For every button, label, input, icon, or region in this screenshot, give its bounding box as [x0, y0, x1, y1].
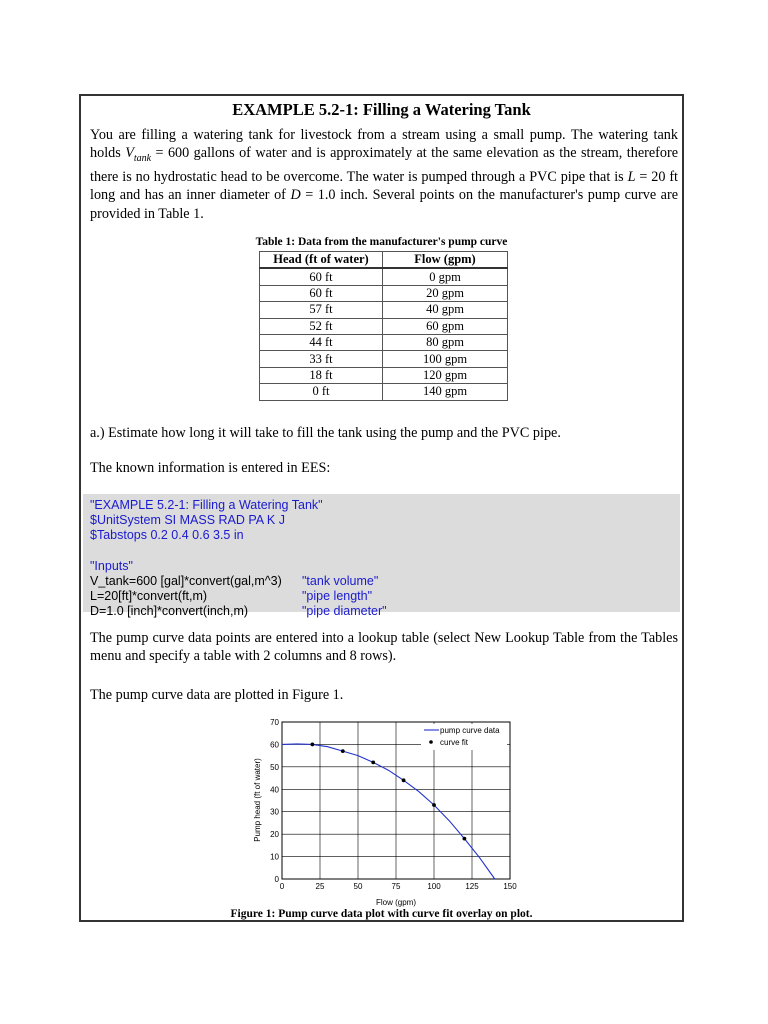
head-cell: 44 ft [260, 334, 383, 350]
head-cell: 33 ft [260, 351, 383, 367]
head-cell: 57 ft [260, 302, 383, 318]
head-cell: 60 ft [260, 285, 383, 301]
diameter-symbol: D [290, 187, 301, 204]
data-point [463, 837, 467, 841]
x-tick-label: 150 [503, 882, 517, 891]
head-cell: 18 ft [260, 367, 383, 383]
question-a: a.) Estimate how long it will take to fill the tank using the pump and the PVC pipe. [90, 425, 561, 441]
head-cell: 0 ft [260, 384, 383, 400]
table-row [260, 384, 508, 400]
x-tick-label: 75 [391, 882, 401, 891]
data-point [311, 743, 315, 747]
x-tick-label: 25 [315, 882, 325, 891]
table-row [260, 334, 508, 350]
x-axis-label: Flow (gpm) [375, 898, 417, 907]
y-tick-label: 0 [274, 875, 279, 884]
code-line-unitsystem: $UnitSystem SI MASS RAD PA K J [90, 513, 285, 527]
ees-code-block [83, 494, 680, 618]
intro-text-3: = 20 ft long and has an inner diameter of [90, 169, 679, 204]
x-tick-label: 0 [279, 882, 285, 891]
flow-cell: 140 gpm [383, 384, 508, 400]
y-tick-label: 60 [270, 740, 279, 750]
code-line-length: L=20[ft]*convert(ft,m) [90, 589, 208, 603]
flow-cell: 80 gpm [383, 334, 508, 350]
intro-text-4: = 1.0 inch. Several points on the manufacturer's pump curve are provided in Table 1. [90, 187, 678, 222]
example-frame [79, 94, 684, 922]
pump-curve-chart [241, 716, 531, 908]
known-info-text: The known information is entered in EES: [90, 460, 331, 476]
flow-cell: 20 gpm [383, 285, 508, 301]
figure-caption: Figure 1: Pump curve data plot with curve fit overlay on plot. [230, 908, 533, 920]
data-point [341, 749, 345, 753]
table-row [260, 268, 508, 285]
y-tick-label: 20 [270, 830, 279, 840]
header-head: Head (ft of water) [260, 252, 383, 269]
pump-curve-table [259, 251, 508, 401]
flow-cell: 100 gpm [383, 351, 508, 367]
head-cell: 52 ft [260, 318, 383, 334]
header-flow: Flow (gpm) [383, 252, 508, 269]
plotted-text: The pump curve data are plotted in Figure 1. [90, 687, 344, 703]
length-symbol: L [627, 169, 636, 186]
volume-subscript: tank [133, 153, 152, 165]
table-caption: Table 1: Data from the manufacturer's pump curve [255, 236, 508, 248]
volume-symbol: V [125, 145, 134, 162]
table-row [260, 367, 508, 383]
flow-cell: 60 gpm [383, 318, 508, 334]
code-line-diameter: D=1.0 [inch]*convert(inch,m) [90, 604, 249, 618]
table-row [260, 351, 508, 367]
table-row [260, 318, 508, 334]
data-point [432, 803, 436, 807]
lookup-paragraph: The pump curve data points are entered into a lookup table (select New Lookup Table from the Tables menu and specify a table with 2 columns and 8 rows). [90, 630, 678, 665]
code-line-tabstops: $Tabstops 0.2 0.4 0.6 3.5 in [90, 528, 244, 542]
x-tick-label: 100 [427, 882, 441, 891]
y-tick-label: 30 [270, 807, 279, 817]
y-axis-label: Pump head (ft of water) [253, 758, 262, 842]
example-title: EXAMPLE 5.2-1: Filling a Watering Tank [232, 100, 531, 119]
y-tick-label: 50 [270, 762, 279, 772]
code-comment-diameter: "pipe diameter" [302, 604, 387, 618]
intro-paragraph [90, 126, 678, 223]
flow-cell: 0 gpm [383, 268, 508, 285]
head-cell: 60 ft [260, 268, 383, 285]
legend-point-swatch [429, 740, 433, 744]
table-header-row [260, 252, 508, 269]
table-row [260, 302, 508, 318]
data-point [371, 760, 375, 764]
intro-text-2: = 600 gallons of water and is approximately at the same elevation as the stream, therefore there is no hydrostatic head to be overcome. The water is pumped through a PVC pipe that is [90, 145, 678, 186]
code-line-vtank: V_tank=600 [gal]*convert(gal,m^3) [90, 574, 282, 588]
x-tick-label: 50 [353, 882, 363, 891]
x-tick-label: 125 [465, 882, 479, 891]
y-tick-label: 10 [270, 852, 279, 862]
flow-cell: 120 gpm [383, 367, 508, 383]
data-point [402, 778, 406, 782]
code-line-inputs: "Inputs" [90, 559, 133, 573]
code-comment-vtank: "tank volume" [302, 574, 379, 588]
code-line-title: "EXAMPLE 5.2-1: Filling a Watering Tank" [90, 498, 323, 512]
table-row [260, 285, 508, 301]
code-comment-length: "pipe length" [302, 589, 373, 603]
flow-cell: 40 gpm [383, 302, 508, 318]
y-tick-label: 40 [270, 785, 279, 795]
legend-curve-fit: curve fit [440, 738, 469, 747]
intro-text-1: You are filling a watering tank for livestock from a stream using a small pump. The watering tank holds [90, 127, 678, 162]
y-tick-label: 70 [270, 718, 279, 727]
legend-pump-curve: pump curve data [440, 726, 500, 735]
